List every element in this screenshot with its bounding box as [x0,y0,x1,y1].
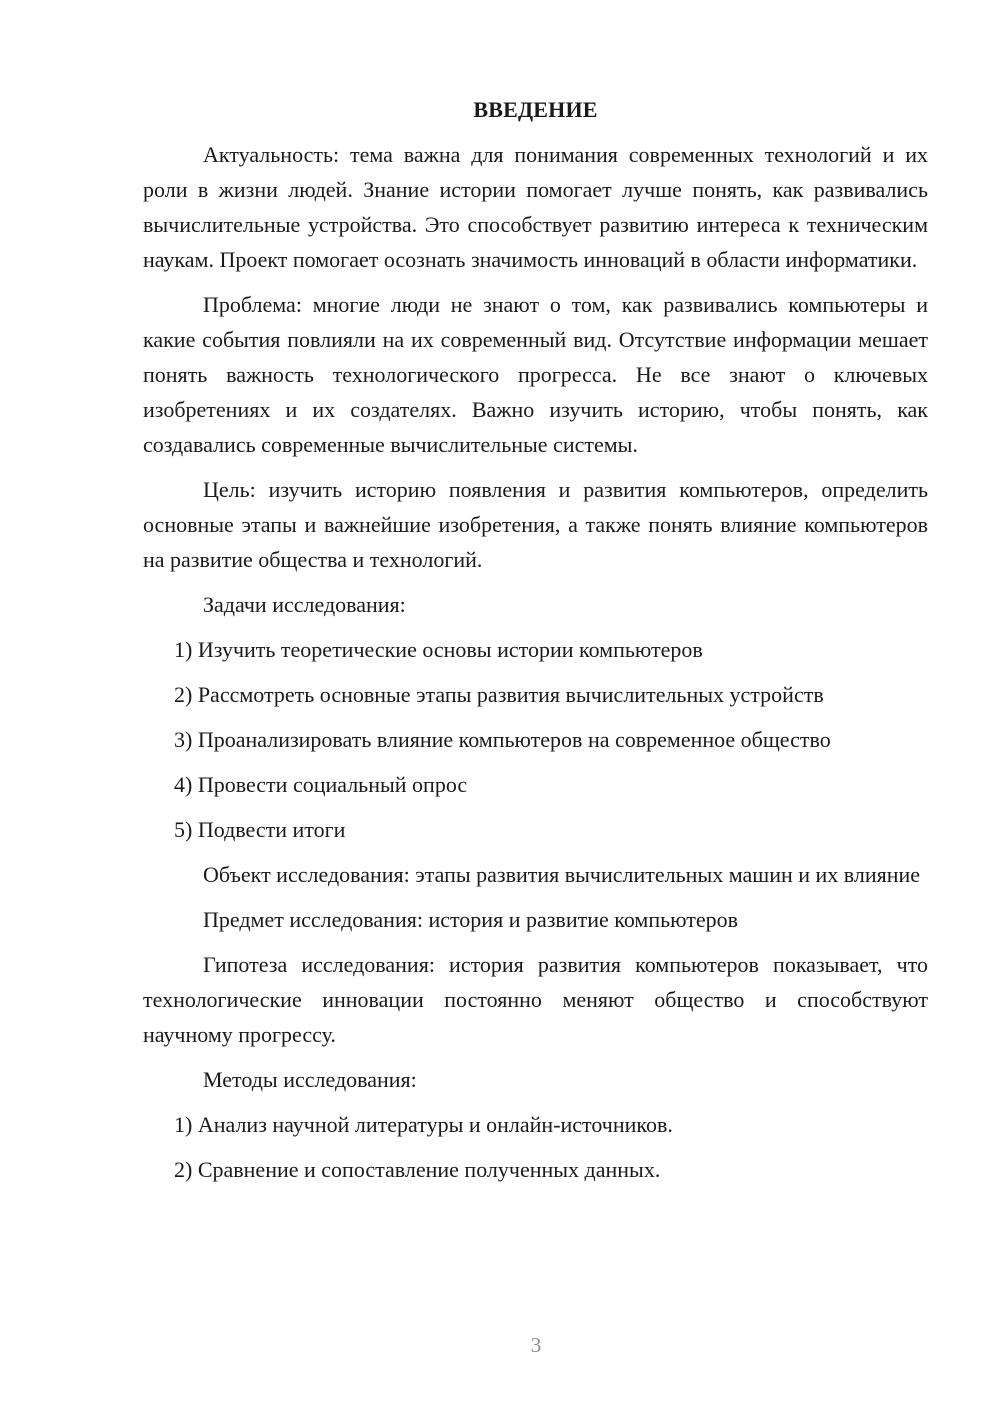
goal-paragraph: Цель: изучить историю появления и развития компьютеров, определить основные этапы и важнейшие изобретения, а также понять влияние компьютеров на развитие общества и технологий. [143,477,928,572]
tasks-heading: Задачи исследования: [203,592,406,617]
task-item: 4) Провести социальный опрос [174,772,468,797]
hypothesis-paragraph: Гипотеза исследования: история развития компьютеров показывает, что технологические инновации постоянно меняют общество и способствуют научному прогрессу. [143,952,928,1047]
tasks-list [143,632,928,847]
problem-paragraph: Проблема: многие люди не знают о том, как развивались компьютеры и какие события повлияли на их современный вид. Отсутствие информации мешает понять важность технологического прогресса. Не все знают о ключевых изобретениях и их создателях. Важно изучить историю, чтобы понять, как создавались современные вычислительные системы. [143,292,928,457]
task-item: 5) Подвести итоги [174,817,346,842]
methods-list [143,1107,928,1187]
subject-paragraph: Предмет исследования: история и развитие компьютеров [203,907,739,932]
object-paragraph: Объект исследования: этапы развития вычислительных машин и их влияние [203,862,921,887]
section-title: ВВЕДЕНИЕ [473,97,598,122]
method-item: 1) Анализ научной литературы и онлайн-источников. [174,1112,673,1137]
page-number: 3 [530,1333,542,1357]
task-item: 3) Проанализировать влияние компьютеров на современное общество [174,727,831,752]
task-item: 1) Изучить теоретические основы истории компьютеров [174,637,703,662]
method-item: 2) Сравнение и сопоставление полученных данных. [174,1157,661,1182]
relevance-paragraph: Актуальность: тема важна для понимания современных технологий и их роли в жизни людей. Знание истории помогает лучше понять, как развивались вычислительные устройства. Это способствует развитию интереса к техническим наукам. Проект помогает осознать значимость инноваций в области информатики. [143,142,928,272]
document-page [143,95,928,1197]
methods-heading: Методы исследования: [203,1067,417,1092]
task-item: 2) Рассмотреть основные этапы развития вычислительных устройств [174,682,824,707]
